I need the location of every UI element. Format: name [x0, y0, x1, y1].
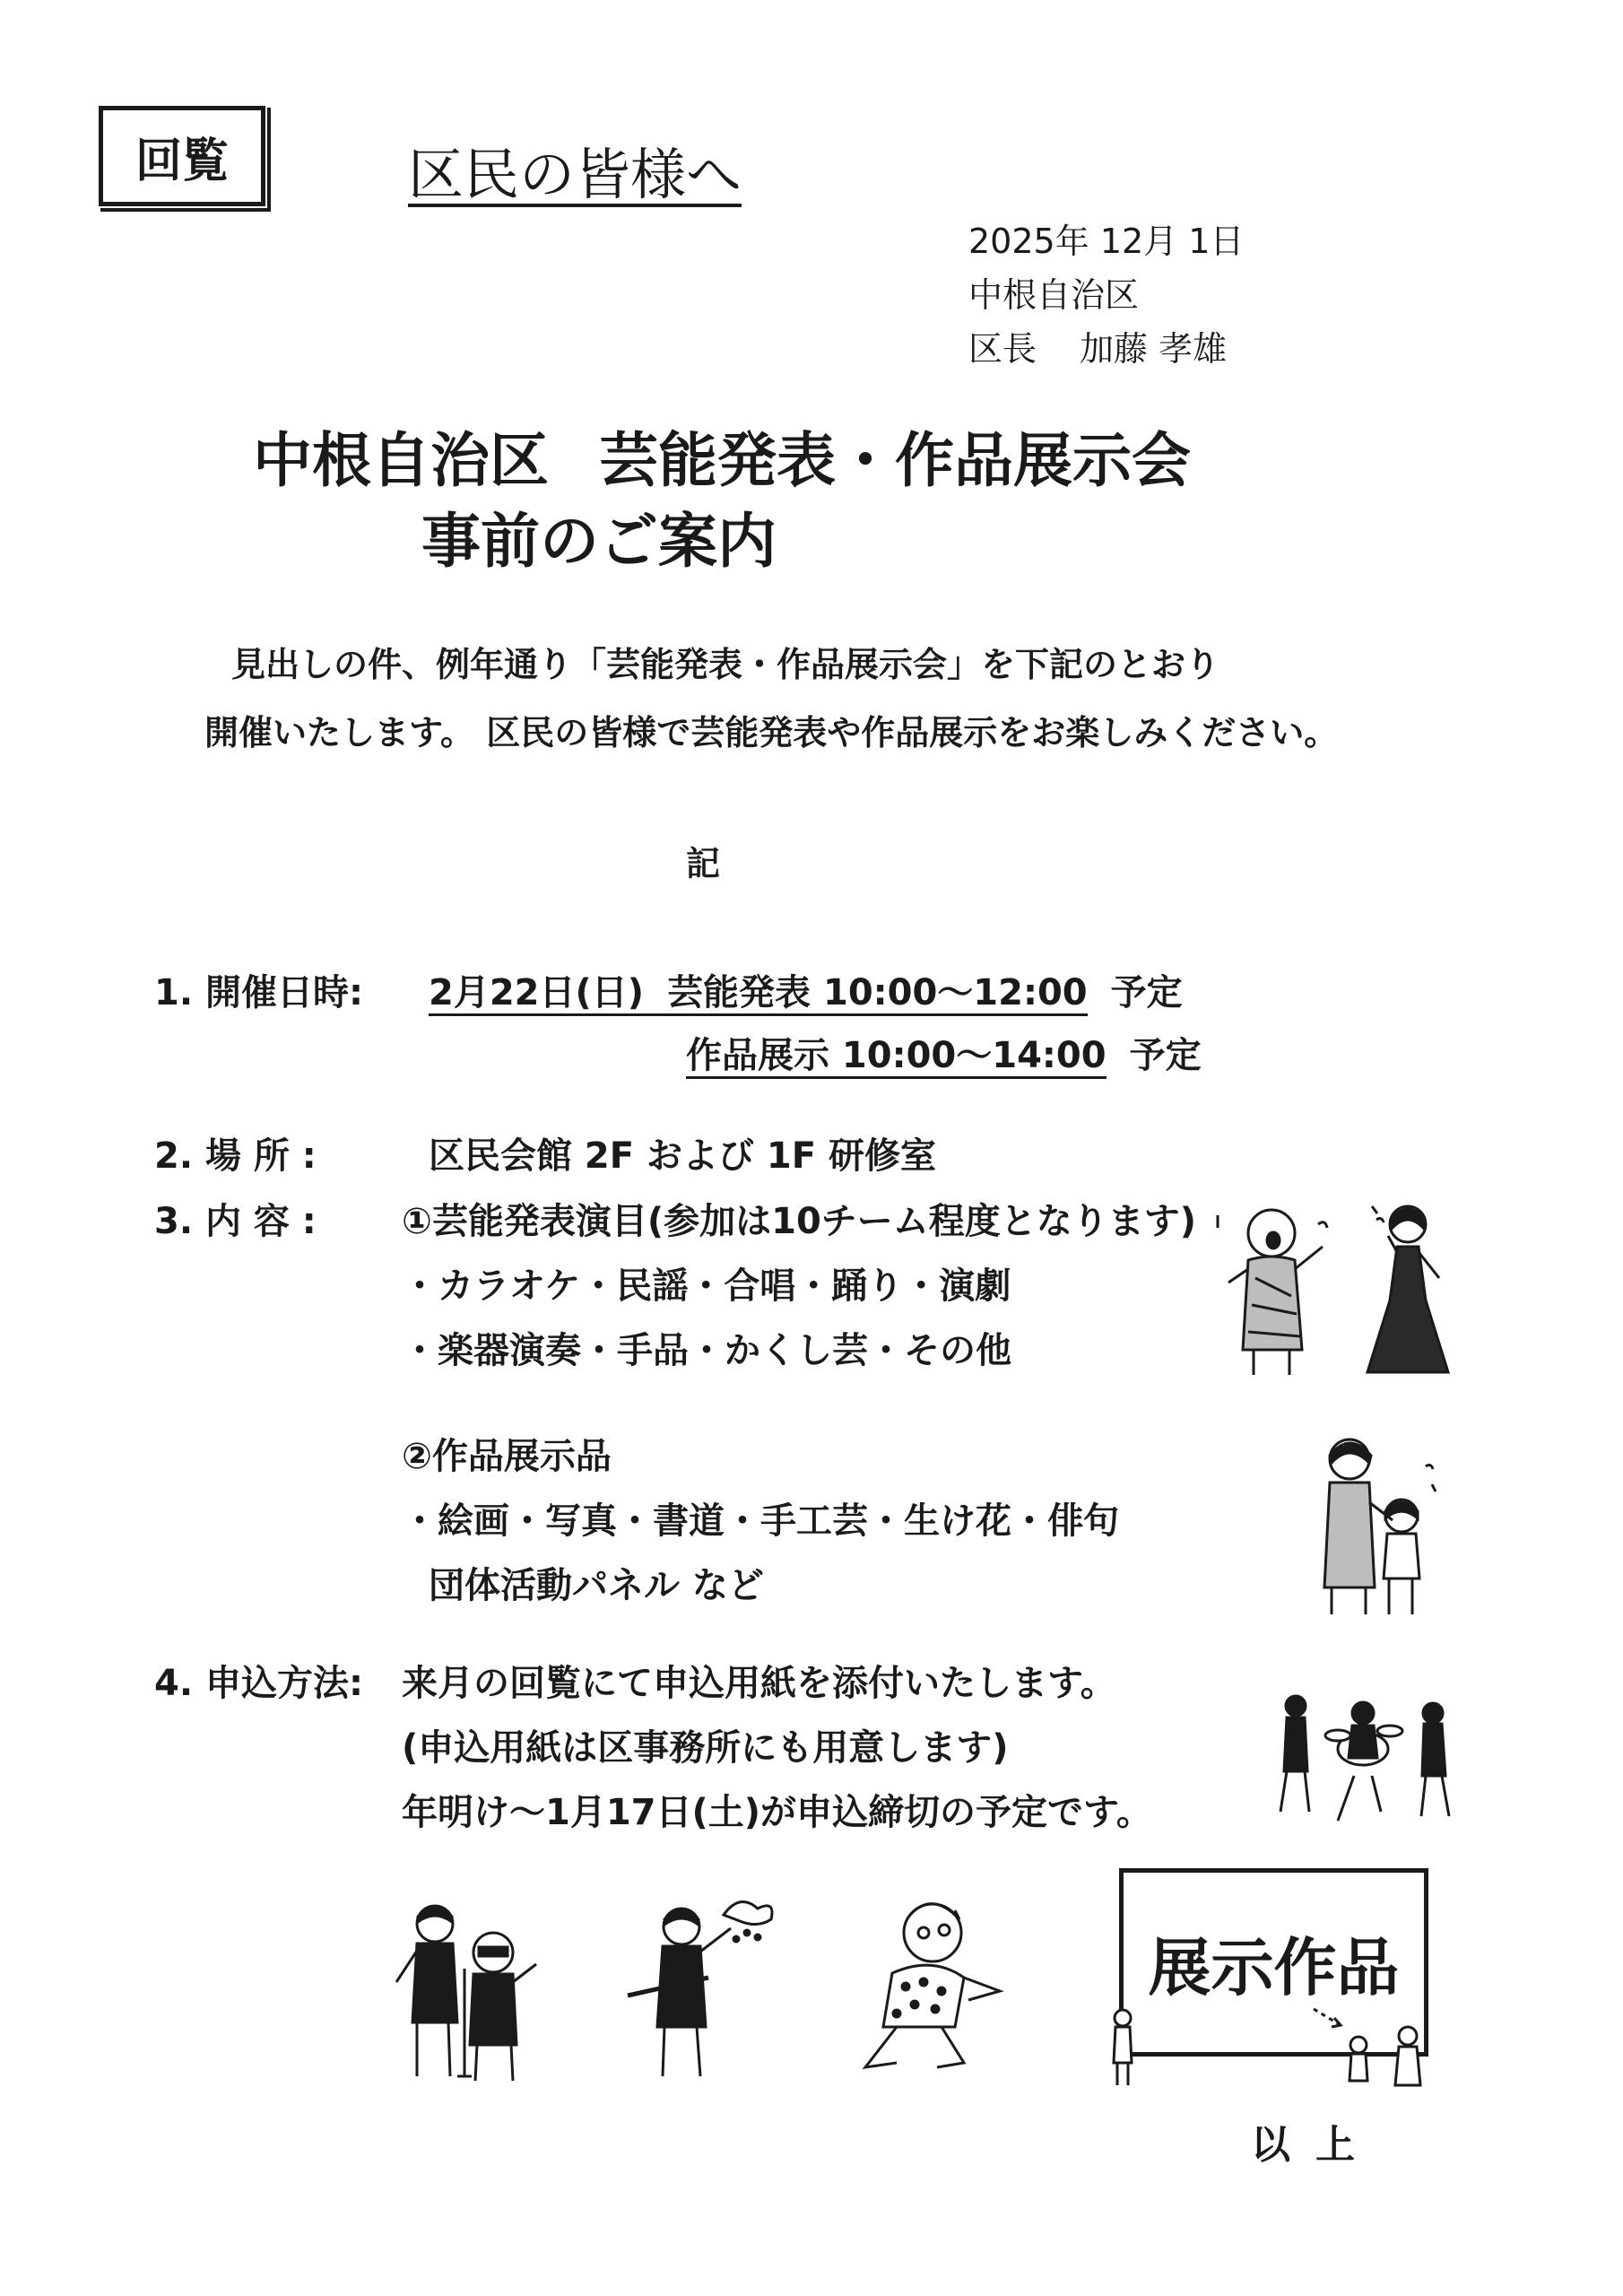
application-line-1: 来月の回覧にて申込用紙を添付いたします。	[402, 1663, 1116, 1704]
signer-title: 区長	[968, 329, 1037, 369]
performance-list-1: ・カラオケ・民謡・合唱・踊り・演劇	[402, 1265, 1011, 1307]
comedy-duo-icon	[386, 1897, 547, 2085]
exhibit-viewers-icon	[1103, 2000, 1444, 2099]
item-application-label: 4. 申込方法:	[154, 1663, 363, 1704]
item-place-value: 区民会館 2F および 1F 研修室	[429, 1135, 937, 1177]
exhibit-list-2: 団体活動パネル など	[429, 1565, 764, 1606]
performance-list-2: ・楽器演奏・手品・かくし芸・その他	[402, 1330, 1011, 1371]
issue-date: 2025年 12月 1日	[968, 222, 1245, 261]
magician-icon	[623, 1892, 780, 2085]
title-org: 中根自治区	[253, 426, 549, 495]
item-content-label: 3. 内 容 :	[154, 1201, 317, 1242]
exhibit-list-1: ・絵画・写真・書道・手工芸・生け花・俳句	[402, 1500, 1119, 1542]
event-date: 2月22日(日) 芸能発表 10:00～12:00	[429, 972, 1088, 1016]
item-datetime-line-2	[686, 1027, 1202, 1078]
item-datetime-label: 1. 開催日時:	[154, 972, 363, 1013]
exhibition-time: 作品展示 10:00～14:00	[686, 1035, 1107, 1079]
title-event: 芸能発表・作品展示会	[599, 426, 1191, 495]
closing-text: 以上	[1251, 2122, 1380, 2168]
performance-note: 予定	[1110, 972, 1183, 1013]
title-line-2: 事前のご案内	[421, 507, 777, 576]
band-performance-icon	[1273, 1686, 1462, 1825]
intro-line-1: 見出しの件、例年通り「芸能発表・作品展示会」を下記のとおり	[231, 645, 1220, 684]
exhibit-heading: ②作品展示品	[402, 1436, 612, 1477]
item-place-label: 2. 場 所 :	[154, 1135, 317, 1177]
item-datetime-line-1	[429, 964, 1183, 1015]
title-line-1	[253, 413, 1191, 498]
ki-heading: 記	[686, 844, 721, 883]
intro-line-2: 開催いたします。 区民の皆様で芸能発表や作品展示をお楽しみください。	[204, 713, 1339, 752]
signer	[968, 321, 1227, 370]
stamp-label: 回覧	[135, 134, 229, 188]
addressee: 区民の皆様へ	[408, 142, 742, 207]
exhibit-sign-text: 展示作品	[1148, 1930, 1400, 2005]
singer-man-kimono-icon	[1202, 1197, 1336, 1381]
application-line-2: (申込用紙は区事務所にも用意します)	[402, 1727, 1009, 1769]
singer-woman-dress-icon	[1354, 1193, 1471, 1381]
mother-daughter-singing-icon	[1296, 1431, 1444, 1623]
circular-stamp	[99, 106, 265, 206]
dancer-icon	[856, 1892, 1013, 2081]
application-line-3: 年明け～1月17日(土)が申込締切の予定です。	[402, 1792, 1152, 1833]
performance-time: 芸能発表 10:00～12:00	[667, 972, 1088, 1013]
signer-name: 加藤 孝雄	[1080, 329, 1228, 369]
performance-heading: ①芸能発表演目(参加は10チーム程度となります)	[402, 1201, 1197, 1242]
exhibition-note: 予定	[1129, 1035, 1202, 1076]
organization: 中根自治区	[968, 275, 1140, 315]
